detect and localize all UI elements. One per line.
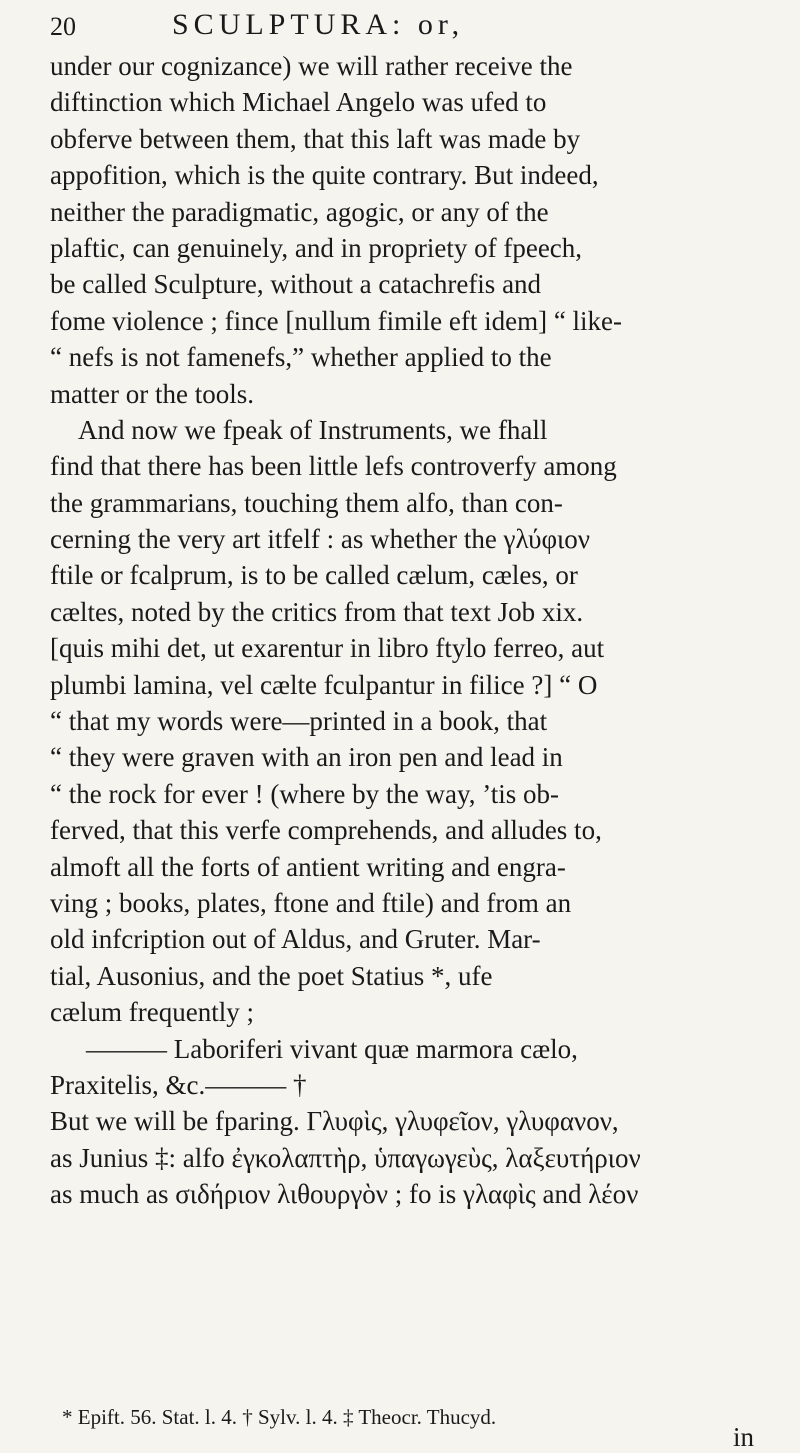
text-line: tial, Ausonius, and the poet Statius *, ufe <box>50 960 493 991</box>
text-line: Praxitelis, &c.——— † <box>50 1069 307 1100</box>
text-line: [quis mihi det, ut exarentur in libro ftylo ferreo, aut <box>50 633 605 664</box>
text-line: ferved, that this verfe comprehends, and alludes to, <box>50 815 602 846</box>
text-line: matter or the tools. <box>50 378 254 409</box>
text-line: fome violence ; fince [nullum fimile eft idem] “ like- <box>50 305 623 336</box>
footnote: * Epift. 56. Stat. l. 4. † Sylv. l. 4. ‡ Theocr. Thucyd. <box>62 1405 497 1429</box>
text-line: “ that my words were—printed in a book, that <box>50 706 548 737</box>
text-line: obferve between them, that this laft was made by <box>50 123 581 154</box>
text-line: cælum frequently ; <box>50 997 254 1028</box>
text-line: “ the rock for ever ! (where by the way, ’tis ob- <box>50 778 560 809</box>
text-line: And now we fpeak of Instruments, we fhall <box>78 414 548 445</box>
text-line: appofition, which is the quite contrary. But indeed, <box>50 160 599 191</box>
text-line: “ nefs is not famenefs,” whether applied to the <box>50 342 552 373</box>
verse-quote: ——— Laboriferi vivant quæ marmora cælo, <box>86 1033 578 1064</box>
text-line: as Junius ‡: alfo ἐγκολαπτὴρ, ὑπαγωγεὺς, λαξευτήριον <box>50 1142 641 1173</box>
text-line: plumbi lamina, vel cælte fculpantur in filice ?] “ O <box>50 669 598 700</box>
page-header <box>50 8 750 48</box>
body-text <box>50 48 770 1213</box>
text-line: diftinction which Michael Angelo was ufed to <box>50 87 547 118</box>
catchword: in <box>732 1422 754 1452</box>
text-line: ving ; books, plates, ftone and ftile) and from an <box>50 887 572 918</box>
text-line: ftile or fcalprum, is to be called cælum, cæles, or <box>50 560 578 591</box>
text-line: under our cognizance) we will rather receive the <box>50 51 573 81</box>
text-line: find that there has been little lefs controverfy among <box>50 451 617 482</box>
text-line: cerning the very art itfelf : as whether the γλύφιον <box>50 524 591 555</box>
text-line: the grammarians, touching them alfo, than con- <box>50 487 563 518</box>
running-title: SCULPTURA: or, <box>172 8 465 41</box>
text-line: plaftic, can genuinely, and in propriety of fpeech, <box>50 232 583 263</box>
page-number: 20 <box>50 12 76 41</box>
text-line: But we will be fparing. Γλυφὶς, γλυφεῖον, γλυφανον, <box>50 1106 619 1137</box>
text-line: cæltes, noted by the critics from that text Job xix. <box>50 596 584 627</box>
text-line: almoft all the forts of antient writing and engra- <box>50 851 566 882</box>
text-line: neither the paradigmatic, agogic, or any of the <box>50 196 549 227</box>
text-line: old infcription out of Aldus, and Gruter. Mar- <box>50 924 541 955</box>
text-line: be called Sculpture, without a catachrefis and <box>50 269 542 300</box>
text-line: “ they were graven with an iron pen and lead in <box>50 742 563 773</box>
text-line: as much as σιδήριον λιθουργὸν ; fo is γλαφὶς and λέον <box>50 1179 639 1210</box>
